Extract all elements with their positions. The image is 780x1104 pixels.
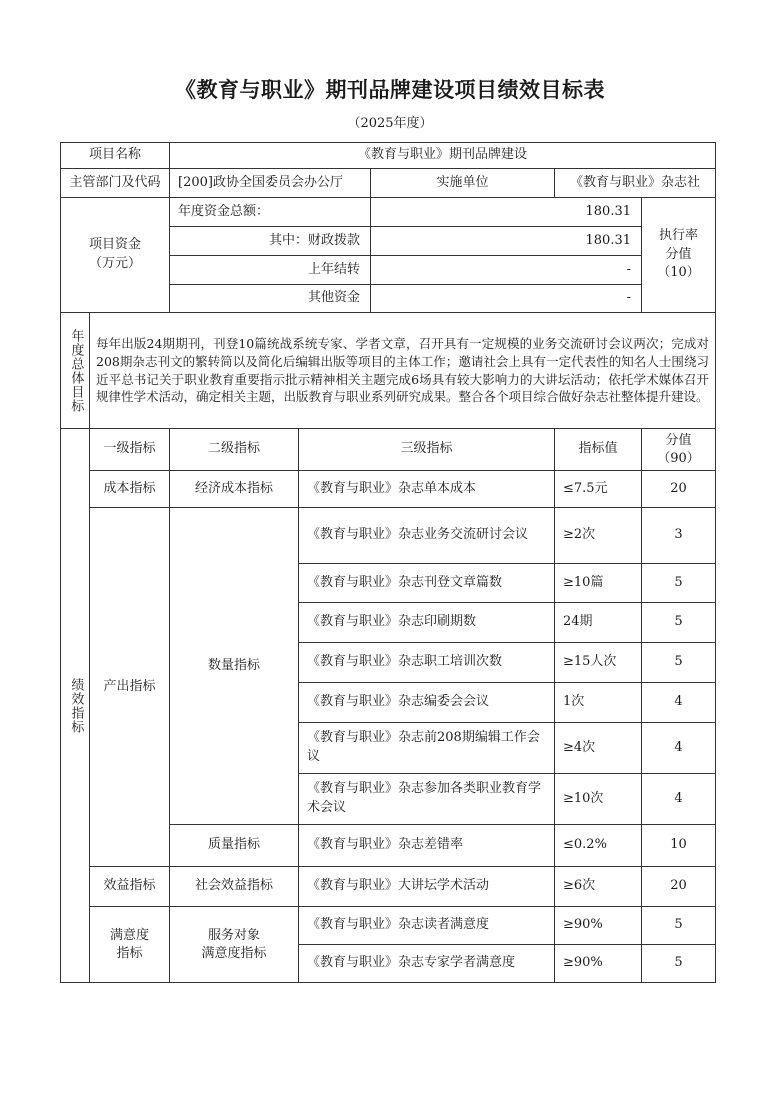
unit-value: 《教育与职业》杂志社 (554, 168, 716, 198)
level2-economic-cost: 经济成本指标 (169, 470, 299, 508)
indicator-value: 24期 (554, 602, 642, 643)
indicator-name: 《教育与职业》杂志印刷期数 (298, 602, 555, 643)
indicator-name: 《教育与职业》杂志刊登文章篇数 (298, 563, 555, 603)
indicator-score: 20 (641, 470, 716, 508)
indicator-value: ≥6次 (554, 866, 642, 907)
level1-cost: 成本指标 (89, 470, 170, 508)
level2-quantity: 数量指标 (169, 507, 299, 825)
level2-quality: 质量指标 (169, 824, 299, 867)
header-level1: 一级指标 (89, 428, 170, 471)
funds-fiscal-value: 180.31 (370, 226, 642, 256)
indicator-value: ≥10篇 (554, 563, 642, 603)
indicator-score: 20 (641, 866, 716, 907)
indicator-name: 《教育与职业》杂志单本成本 (298, 470, 555, 508)
dept-label: 主管部门及代码 (60, 168, 170, 198)
execution-rate-score: 执行率 分值 （10） (641, 197, 716, 313)
indicator-score: 4 (641, 773, 716, 825)
indicator-score: 5 (641, 563, 716, 603)
indicator-score: 4 (641, 722, 716, 774)
funds-total-label: 年度资金总额： (169, 197, 371, 227)
indicator-score: 5 (641, 944, 716, 983)
indicator-value: ≥4次 (554, 722, 642, 774)
indicator-value: ≤0.2% (554, 824, 642, 867)
indicator-value: ≥15人次 (554, 642, 642, 683)
indicator-value: 1次 (554, 682, 642, 723)
level1-benefit: 效益指标 (89, 866, 170, 907)
annual-goals-label: 年度总体目标 (60, 312, 90, 429)
indicator-value: ≥90% (554, 906, 642, 945)
header-level2: 二级指标 (169, 428, 299, 471)
indicator-score: 5 (641, 602, 716, 643)
indicator-score: 5 (641, 642, 716, 683)
indicator-name: 《教育与职业》杂志业务交流研讨会议 (298, 507, 555, 564)
funds-other-value: - (370, 284, 642, 313)
funds-carryover-value: - (370, 255, 642, 285)
indicator-name: 《教育与职业》杂志专家学者满意度 (298, 944, 555, 983)
funds-carryover-label: 上年结转 (169, 255, 371, 285)
indicator-value: ≥90% (554, 944, 642, 983)
document-year: （2025年度） (347, 116, 433, 131)
project-name-label: 项目名称 (60, 142, 170, 169)
funds-label: 项目资金 （万元） (60, 197, 170, 313)
indicator-name: 《教育与职业》杂志职工培训次数 (298, 642, 555, 683)
project-name-value: 《教育与职业》期刊品牌建设 (169, 142, 716, 169)
indicator-score: 4 (641, 682, 716, 723)
indicator-value: ≥10次 (554, 773, 642, 825)
indicator-score: 3 (641, 507, 716, 564)
dept-value: [200]政协全国委员会办公厅 (169, 168, 371, 198)
level2-service-satisfaction: 服务对象 满意度指标 (169, 906, 299, 983)
document-title: 《教育与职业》期刊品牌建设项目绩效目标表 (175, 78, 605, 102)
indicator-value: ≥2次 (554, 507, 642, 564)
level2-social-benefit: 社会效益指标 (169, 866, 299, 907)
indicator-value: ≤7.5元 (554, 470, 642, 508)
header-level3: 三级指标 (298, 428, 555, 471)
annual-goals-text: 每年出版24期期刊，刊登10篇统战系统专家、学者文章，召开具有一定规模的业务交流研讨会议两次；完成对208期杂志刊文的繁转简以及简化后编辑出版等项目的主体工作；邀请社会上具有一定代表性的知名人士围绕习近平总书记关于职业教育重要指示批示精神相关主题完成6场具有较大影响力的大讲坛活动；依托学术媒体召开规律性学术活动，确定相关主题，出版教育与职业系列研究成果。整合各个项目综合做好杂志社整体提升建设。 (89, 312, 716, 429)
indicator-name: 《教育与职业》杂志前208期编辑工作会议 (298, 722, 555, 774)
indicator-name: 《教育与职业》杂志参加各类职业教育学术会议 (298, 773, 555, 825)
funds-total-value: 180.31 (370, 197, 642, 227)
header-score: 分值 （90） (641, 428, 716, 471)
level1-output: 产出指标 (89, 507, 170, 867)
indicator-name: 《教育与职业》杂志差错率 (298, 824, 555, 867)
funds-other-label: 其他资金 (169, 284, 371, 313)
indicator-score: 5 (641, 906, 716, 945)
indicator-name: 《教育与职业》杂志编委会会议 (298, 682, 555, 723)
indicator-name: 《教育与职业》大讲坛学术活动 (298, 866, 555, 907)
indicator-score: 10 (641, 824, 716, 867)
performance-table (60, 142, 716, 983)
level1-satisfaction: 满意度 指标 (89, 906, 170, 983)
perf-indicators-label: 绩效指标 (60, 428, 90, 983)
funds-fiscal-label: 其中：财政拨款 (169, 226, 371, 256)
unit-label: 实施单位 (370, 168, 555, 198)
header-value: 指标值 (554, 428, 642, 471)
indicator-name: 《教育与职业》杂志读者满意度 (298, 906, 555, 945)
